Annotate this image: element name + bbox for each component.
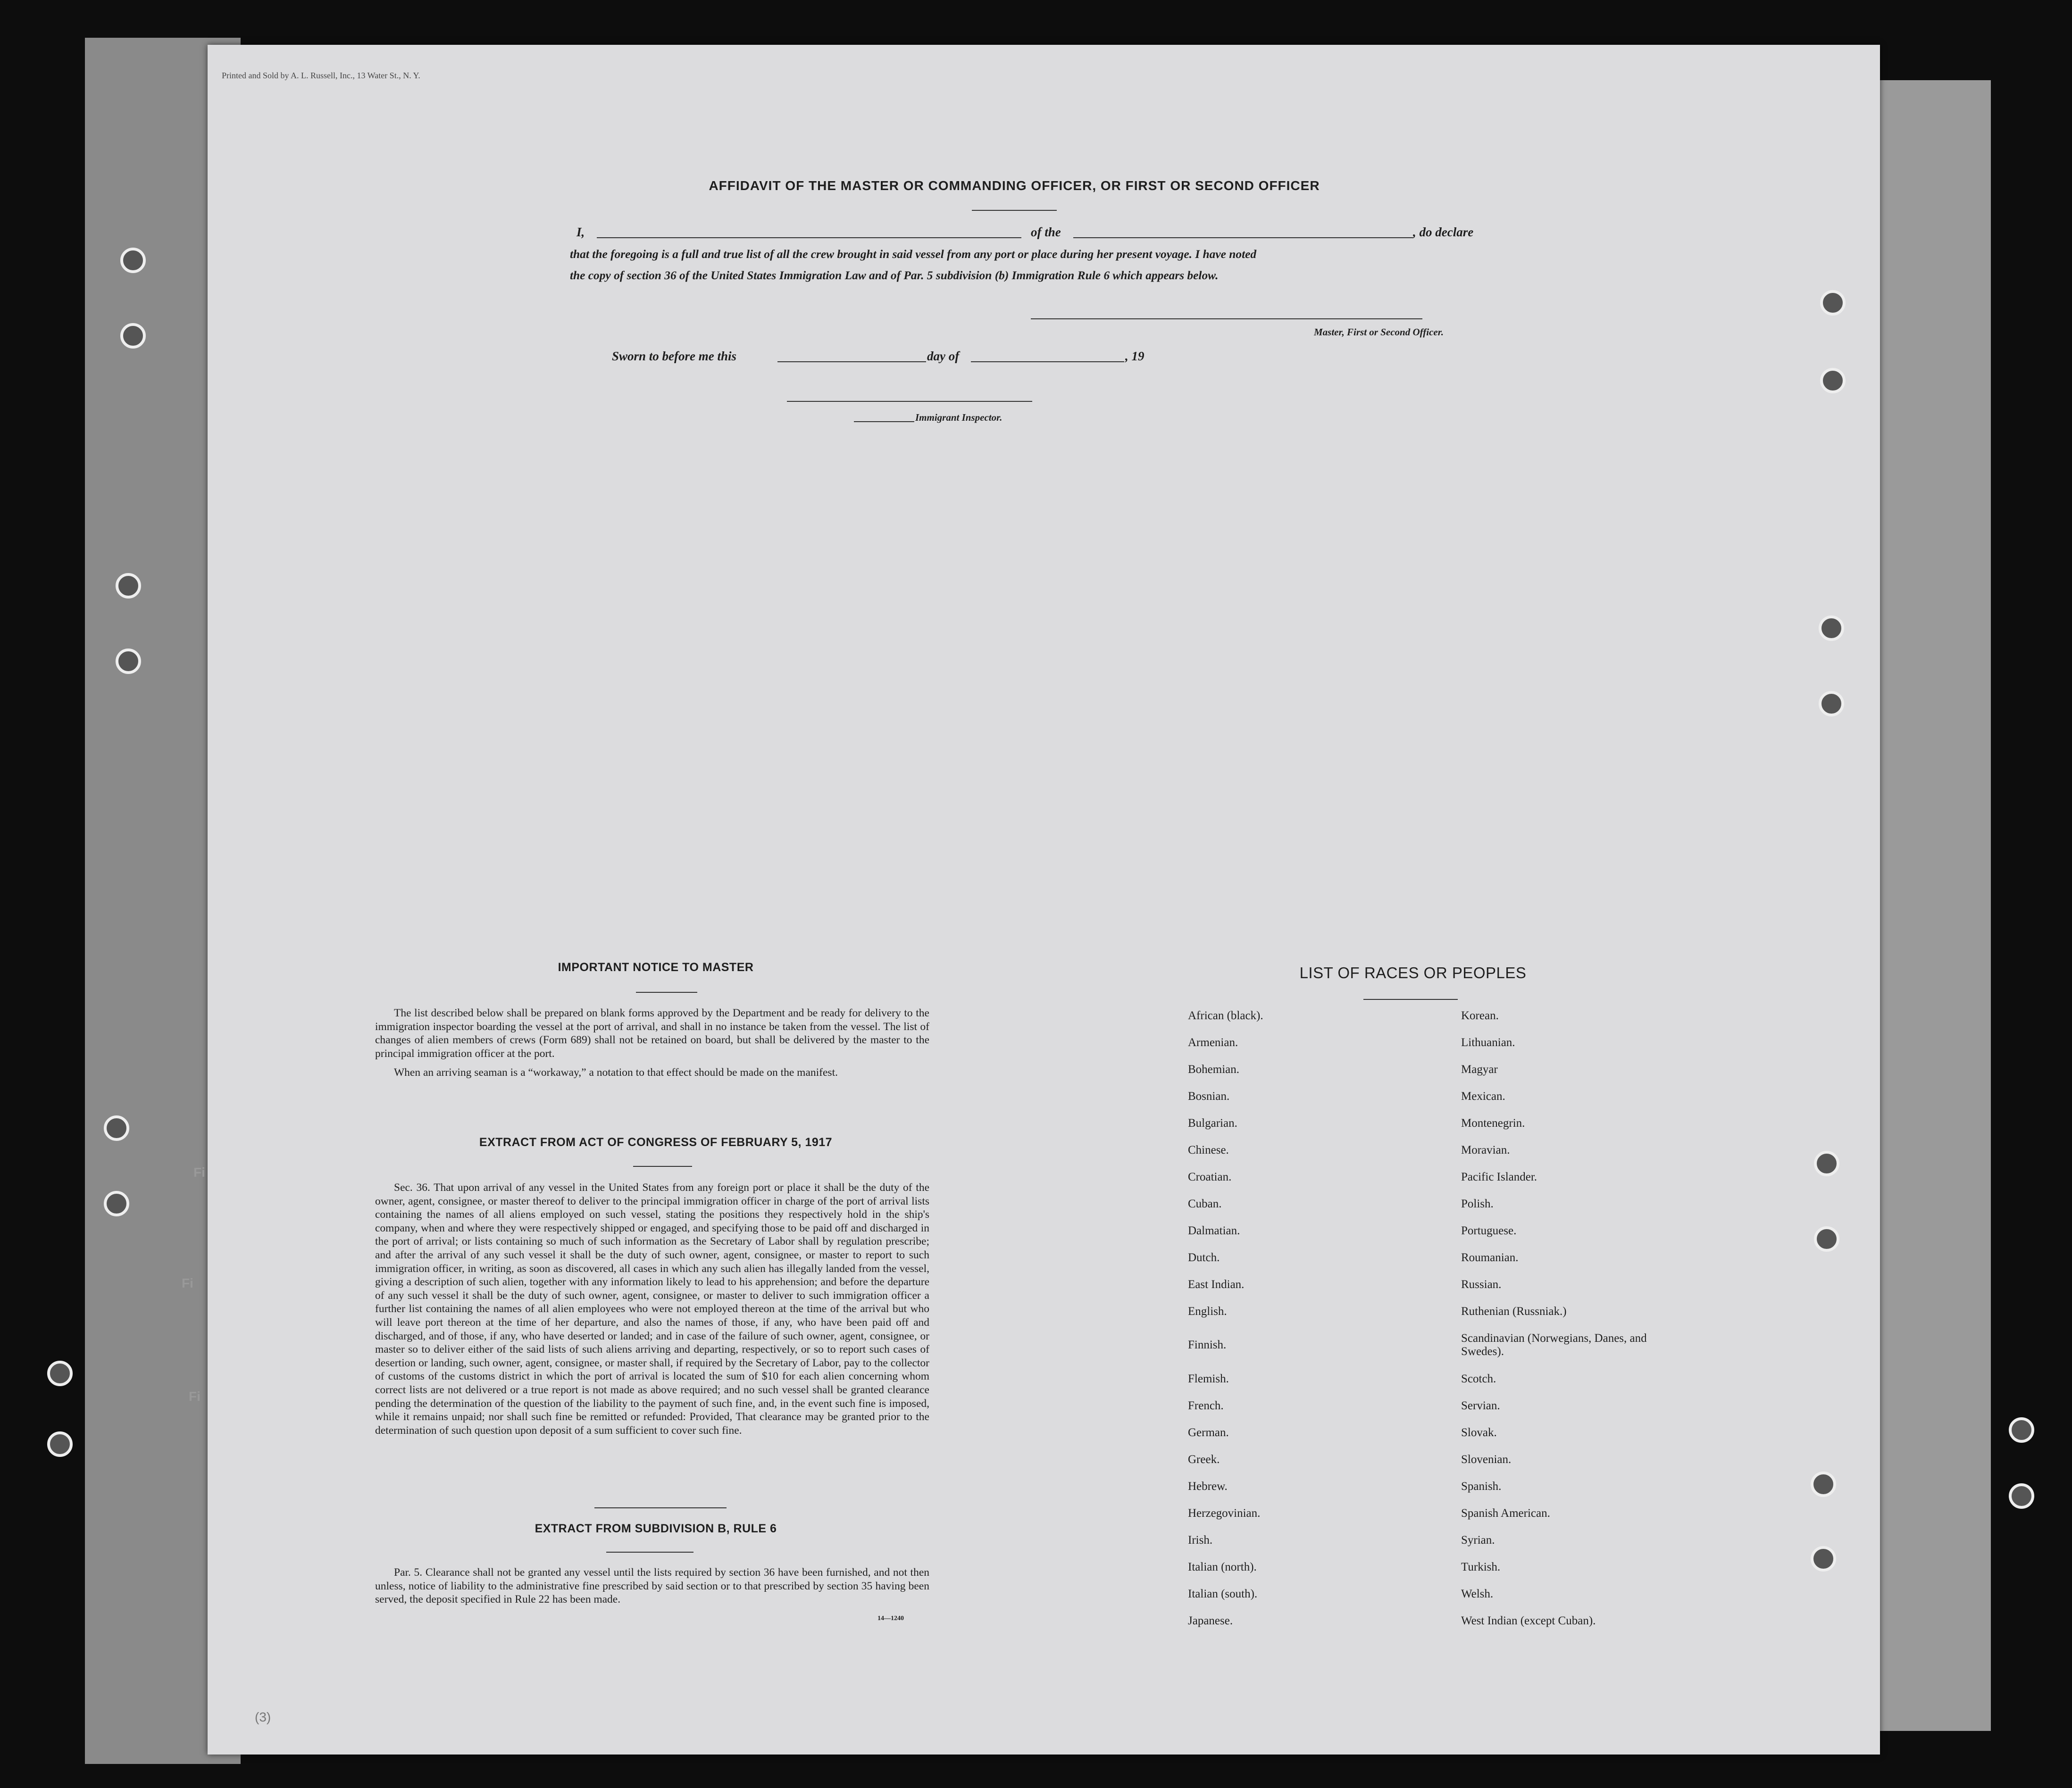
affidavit-title: AFFIDAVIT OF THE MASTER OR COMMANDING OFFICER, OR FIRST OR SECOND OFFICER xyxy=(709,178,1320,193)
binder-hole xyxy=(1819,691,1844,716)
race-item: Montenegrin. xyxy=(1461,1117,1525,1130)
races-left-column xyxy=(1188,1009,1452,1641)
race-item: West Indian (except Cuban). xyxy=(1461,1614,1596,1627)
affidavit-declare: , do declare xyxy=(1413,225,1474,239)
section-divider xyxy=(594,1507,727,1508)
race-item: Turkish. xyxy=(1461,1561,1501,1573)
race-item: Italian (north). xyxy=(1188,1561,1257,1573)
race-item: Moravian. xyxy=(1461,1144,1510,1156)
race-item: Scandinavian (Norwegians, Danes, and Swedes). xyxy=(1461,1332,1647,1358)
sworn-day-blank xyxy=(777,361,926,362)
underlying-sheet-right xyxy=(1878,80,1991,1731)
race-item: Croatian. xyxy=(1188,1171,1232,1183)
race-item: Syrian. xyxy=(1461,1534,1495,1547)
race-item: English. xyxy=(1188,1305,1227,1318)
race-item: Armenian. xyxy=(1188,1036,1238,1049)
act-extract-body xyxy=(375,1181,929,1443)
binder-hole xyxy=(1814,1226,1839,1252)
race-item: Irish. xyxy=(1188,1534,1213,1547)
binder-hole xyxy=(2009,1483,2034,1509)
rule-title-underline xyxy=(606,1552,693,1553)
notice-title: IMPORTANT NOTICE TO MASTER xyxy=(558,961,754,974)
affidavit-line-2: that the foregoing is a full and true list of all the crew brought in said vessel from any port or place during her present voyage. I have noted xyxy=(570,248,1257,261)
sworn-month-blank xyxy=(971,361,1124,362)
title-underline xyxy=(972,210,1057,211)
race-item: Scotch. xyxy=(1461,1372,1496,1385)
rule-extract-body xyxy=(375,1566,929,1612)
rule-extract-paragraph: Par. 5. Clearance shall not be granted any vessel until the lists required by section 36 have been furnished, and not then unless, notice of liability to the administrative fine prescribed by said section or to that prescribed by section 35 having been served, the deposit specified in Rule 22 has been made. xyxy=(375,1566,929,1606)
races-title-underline xyxy=(1363,999,1458,1000)
race-item: Mexican. xyxy=(1461,1090,1505,1103)
affidavit-line-3: the copy of section 36 of the United States Immigration Law and of Par. 5 subdivision (b) Immigration Rule 6 which appears below. xyxy=(570,269,1219,282)
race-item: Roumanian. xyxy=(1461,1251,1519,1264)
corner-mark: (3) xyxy=(255,1710,271,1724)
binder-hole xyxy=(104,1115,129,1141)
race-item: Bohemian. xyxy=(1188,1063,1240,1076)
sworn-prefix: Sworn to before me this xyxy=(612,349,737,363)
notice-paragraph: The list described below shall be prepared on blank forms approved by the Department and be ready for delivery to the immigration inspector boarding the vessel at the port of arrival, and shall in no instance be taken from the vessel. The list of changes of alien members of crews (Form 689) shall not be retained on board, but shall be delivered by the master to the principal immigration officer at the port. xyxy=(375,1007,929,1060)
binder-hole xyxy=(1814,1151,1839,1176)
binder-hole xyxy=(1811,1472,1836,1497)
margin-mark: Fi xyxy=(189,1389,201,1404)
race-item: Russian. xyxy=(1461,1278,1502,1291)
margin-mark: Fi xyxy=(182,1276,193,1290)
inspector-short-line xyxy=(854,421,914,422)
race-item: Magyar xyxy=(1461,1063,1498,1076)
race-item: Spanish. xyxy=(1461,1480,1502,1493)
race-item: Finnish. xyxy=(1188,1339,1227,1351)
binder-hole xyxy=(47,1431,73,1457)
binder-hole xyxy=(47,1361,73,1386)
notice-paragraph: When an arriving seaman is a “workaway,” a notation to that effect should be made on the manifest. xyxy=(394,1066,838,1079)
act-title-underline xyxy=(633,1166,692,1167)
affidavit-of-the: of the xyxy=(1031,225,1061,239)
binder-hole xyxy=(116,573,141,599)
printer-imprint: Printed and Sold by A. L. Russell, Inc., 13 Water St., N. Y. xyxy=(222,71,420,80)
race-item: German. xyxy=(1188,1426,1229,1439)
race-item: Dalmatian. xyxy=(1188,1224,1240,1237)
binder-hole xyxy=(1819,615,1844,641)
race-item: Italian (south). xyxy=(1188,1588,1258,1600)
race-item: Herzegovinian. xyxy=(1188,1507,1261,1520)
margin-mark: Fi xyxy=(193,1165,205,1180)
signature-line xyxy=(1031,318,1422,319)
race-item: Polish. xyxy=(1461,1198,1494,1210)
binder-hole xyxy=(2009,1417,2034,1443)
binder-hole xyxy=(104,1191,129,1216)
act-extract-title: EXTRACT FROM ACT OF CONGRESS OF FEBRUARY 5, 1917 xyxy=(479,1136,833,1149)
rule-extract-title: EXTRACT FROM SUBDIVISION B, RULE 6 xyxy=(535,1522,777,1535)
form-number: 14—1240 xyxy=(877,1615,904,1622)
notice-body xyxy=(375,1006,929,1085)
name-blank-line xyxy=(597,237,1021,238)
race-item: Servian. xyxy=(1461,1399,1500,1412)
race-item: Greek. xyxy=(1188,1453,1220,1466)
binder-hole xyxy=(1820,368,1846,393)
binder-hole xyxy=(120,248,146,273)
binder-hole xyxy=(116,649,141,674)
race-item: Pacific Islander. xyxy=(1461,1171,1537,1183)
races-title: LIST OF RACES OR PEOPLES xyxy=(1299,964,1527,981)
race-item: Hebrew. xyxy=(1188,1480,1228,1493)
binder-hole xyxy=(1811,1546,1836,1572)
race-item: Ruthenian (Russniak.) xyxy=(1461,1305,1567,1318)
race-item: Spanish American. xyxy=(1461,1507,1550,1520)
signature-label: Master, First or Second Officer. xyxy=(1314,326,1444,338)
race-item: Bosnian. xyxy=(1188,1090,1230,1103)
race-item: African (black). xyxy=(1188,1009,1263,1022)
affidavit-i: I, xyxy=(576,225,585,239)
binder-hole xyxy=(1820,290,1846,316)
notice-underline xyxy=(636,992,697,993)
race-item: Bulgarian. xyxy=(1188,1117,1237,1130)
act-extract-paragraph: Sec. 36. That upon arrival of any vessel in the United States from any foreign port or place it shall be the duty of the owner, agent, consignee, or master thereof to deliver to the principal immigration officer in charge of the port of arrival lists containing the names of all aliens employed on such vessel, stating the positions they respectively hold in the ship's company, when and where they were respectively shipped or engaged, and specifying those to be paid off and discharged in the port of arrival; or lists containing so much of such information as the Secretary of Labor shall by regulation prescribe; and after the arrival of any such vessel it shall be the duty of such owner, agent, consignee, or master to report to such immigration officer, in writing, as soon as discovered, all cases in which any such alien has illegally landed from the vessel, giving a description of such alien, together with any information likely to lead to his apprehension; and before the departure of any such vessel it shall be the duty of such owner, agent, consignee, or master to deliver to such immigration officer a further list containing the names of all alien employees who were not employed thereon at the time of the arrival but who will leave port thereon at the time of her departure, and also the names of those, if any, who have been paid off and discharged, and of those, if any, who have deserted or landed; and in case of the failure of such owner, agent, consignee, or master so to deliver either of the said lists of such aliens arriving and departing, respectively, or so to report such cases of desertion or landing, such owner, agent, consignee, or master shall, if required by the Secretary of Labor, pay to the collector of customs of the customs district in which the port of arrival is located the sum of $10 for each alien concerning whom correct lists are not delivered or a true report is not made as above required; and no such vessel shall be granted clearance pending the determination of the question of the liability to the payment of such fine, and, in the event such fine is imposed, while it remains unpaid; nor shall such fine be remitted or refunded: Provided, That clearance may be granted prior to the determination of such question upon deposit of a sum sufficient to cover such fine. xyxy=(375,1181,929,1437)
race-item: Chinese. xyxy=(1188,1144,1229,1156)
vessel-blank-line xyxy=(1073,237,1413,238)
race-item: Lithuanian. xyxy=(1461,1036,1515,1049)
race-item: East Indian. xyxy=(1188,1278,1245,1291)
race-item: Japanese. xyxy=(1188,1614,1233,1627)
race-item: Flemish. xyxy=(1188,1372,1229,1385)
binder-hole xyxy=(120,323,146,349)
races-right-column xyxy=(1461,1009,1659,1641)
race-item: French. xyxy=(1188,1399,1224,1412)
race-item: Portuguese. xyxy=(1461,1224,1517,1237)
inspector-label: Immigrant Inspector. xyxy=(915,412,1003,423)
race-item: Slovak. xyxy=(1461,1426,1497,1439)
sworn-day-of: day of xyxy=(927,349,960,363)
inspector-signature-line xyxy=(787,401,1032,402)
race-item: Welsh. xyxy=(1461,1588,1494,1600)
race-item: Korean. xyxy=(1461,1009,1499,1022)
race-item: Cuban. xyxy=(1188,1198,1222,1210)
race-item: Slovenian. xyxy=(1461,1453,1512,1466)
race-item: Dutch. xyxy=(1188,1251,1220,1264)
sworn-year: , 19 xyxy=(1125,349,1145,363)
